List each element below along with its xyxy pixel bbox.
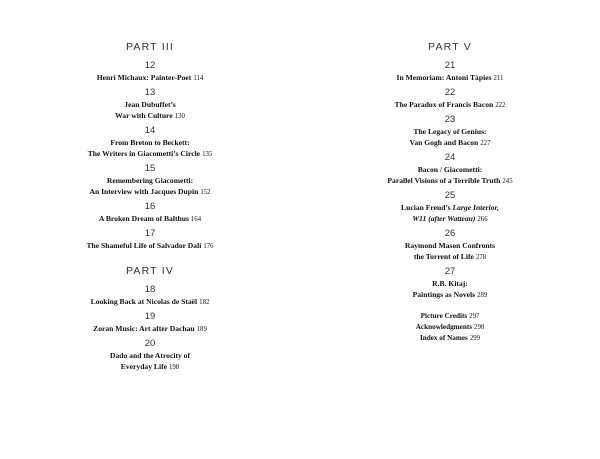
- page-number: 176: [203, 243, 214, 250]
- page-number: 299: [469, 335, 481, 342]
- chapter-title-cont: Van Gogh and Bacon: [409, 138, 479, 147]
- chapter-title: A Broken Dream of Balthus: [98, 214, 189, 223]
- back-matter-item[interactable]: [350, 322, 550, 333]
- back-matter-label: Picture Credits: [420, 312, 468, 320]
- toc-entry[interactable]: [350, 152, 550, 187]
- chapter-title: Raymond Mason Confronts: [404, 241, 496, 250]
- back-matter-label: Acknowledgments: [415, 323, 473, 331]
- page-number: 298: [474, 324, 485, 331]
- part-heading: PART III: [125, 41, 175, 53]
- chapter-title: The Shameful Life of Salvador Dalí: [86, 241, 202, 250]
- page-number: 164: [190, 216, 202, 223]
- chapter-title-cont: the Torrent of Life: [413, 252, 474, 261]
- page-number: 289: [477, 292, 488, 299]
- chapter-title-cont: Everyday Life: [120, 362, 167, 371]
- chapter-number: 17: [144, 228, 156, 239]
- chapter-number: 19: [144, 311, 156, 322]
- toc-entry[interactable]: [50, 125, 250, 160]
- chapter-title: Bacon / Giacometti:: [417, 165, 483, 174]
- chapter-title: Zoran Music: Art after Dachau: [93, 324, 195, 333]
- chapter-number: 27: [444, 266, 456, 277]
- toc-left-column: [50, 40, 250, 376]
- chapter-title: Looking Back at Nicolas de Staël: [90, 297, 198, 306]
- chapter-title: The Legacy of Genius:: [413, 127, 487, 136]
- chapter-number: 12: [144, 60, 156, 71]
- chapter-number: 23: [444, 114, 456, 125]
- chapter-title: Henri Michaux: Painter-Poet: [96, 73, 192, 82]
- chapter-title-cont: Parallel Visions of a Terrible Truth: [387, 176, 501, 185]
- page-number: 266: [477, 216, 488, 223]
- toc-entry[interactable]: [50, 163, 250, 198]
- artwork-title-italic-cont: W11 (after Watteau): [412, 214, 476, 223]
- chapter-title: In Memoriam: Antoni Tàpies: [396, 73, 492, 82]
- chapter-title: R.B. Kitaj:: [432, 279, 468, 288]
- chapter-title: From Breton to Beckett:: [110, 138, 190, 147]
- toc-entry[interactable]: [50, 87, 250, 122]
- chapter-title-cont: An Interview with Jacques Dupin: [89, 187, 199, 196]
- chapter-title: Lucian Freud’s: [401, 203, 453, 212]
- chapter-number: 21: [444, 60, 456, 71]
- page-number: 245: [502, 178, 513, 185]
- page-number: 297: [469, 313, 480, 320]
- toc-entry[interactable]: [50, 311, 250, 335]
- toc-entry[interactable]: [50, 228, 250, 252]
- page-number: 130: [174, 113, 185, 120]
- toc-entry[interactable]: [50, 60, 250, 84]
- page-number: 222: [495, 102, 506, 109]
- toc-entry[interactable]: [50, 284, 250, 308]
- toc-entry[interactable]: [50, 201, 250, 225]
- page-number: 114: [193, 75, 204, 82]
- back-matter-item[interactable]: [350, 333, 550, 344]
- toc-right-column: [350, 40, 550, 344]
- chapter-number: 15: [144, 163, 156, 174]
- page-number: 198: [169, 364, 180, 371]
- page-number: 135: [202, 151, 213, 158]
- page-number: 189: [196, 326, 207, 333]
- chapter-number: 26: [444, 228, 456, 239]
- chapter-number: 16: [144, 201, 156, 212]
- back-matter-label: Index of Names: [419, 334, 468, 342]
- part-heading: PART IV: [125, 265, 175, 277]
- chapter-number: 20: [144, 338, 156, 349]
- toc-entry[interactable]: [350, 228, 550, 263]
- page-number: 211: [493, 75, 504, 82]
- toc-entry[interactable]: [350, 266, 550, 301]
- back-matter-item[interactable]: [350, 311, 550, 322]
- chapter-number: 24: [444, 152, 456, 163]
- chapter-number: 25: [444, 190, 456, 201]
- chapter-number: 13: [144, 87, 156, 98]
- chapter-title: The Paradox of Francis Bacon: [394, 100, 494, 109]
- chapter-title: Dado and the Atrocity of: [109, 351, 191, 360]
- chapter-title: Jean Dubuffet’s: [124, 100, 176, 109]
- back-matter-list: [350, 311, 550, 344]
- page-number: 278: [475, 254, 487, 261]
- page-number: 182: [199, 299, 210, 306]
- artwork-title-italic: Large Interior,: [452, 203, 499, 212]
- page-number: 227: [480, 140, 491, 147]
- toc-entry[interactable]: [350, 87, 550, 111]
- chapter-number: 18: [144, 284, 156, 295]
- chapter-title-cont: Paintings as Novels: [412, 290, 476, 299]
- toc-entry[interactable]: [350, 60, 550, 84]
- toc-entry[interactable]: [350, 114, 550, 149]
- part-heading: PART V: [428, 41, 472, 53]
- chapter-title-cont: The Writers in Giacometti’s Circle: [87, 149, 201, 158]
- toc-entry[interactable]: [50, 338, 250, 373]
- chapter-title: Remembering Giacometti:: [106, 176, 194, 185]
- chapter-title-cont: War with Culture: [115, 111, 173, 120]
- page-number: 152: [200, 189, 211, 196]
- chapter-number: 14: [144, 125, 156, 136]
- toc-entry[interactable]: [350, 190, 550, 225]
- chapter-number: 22: [444, 87, 456, 98]
